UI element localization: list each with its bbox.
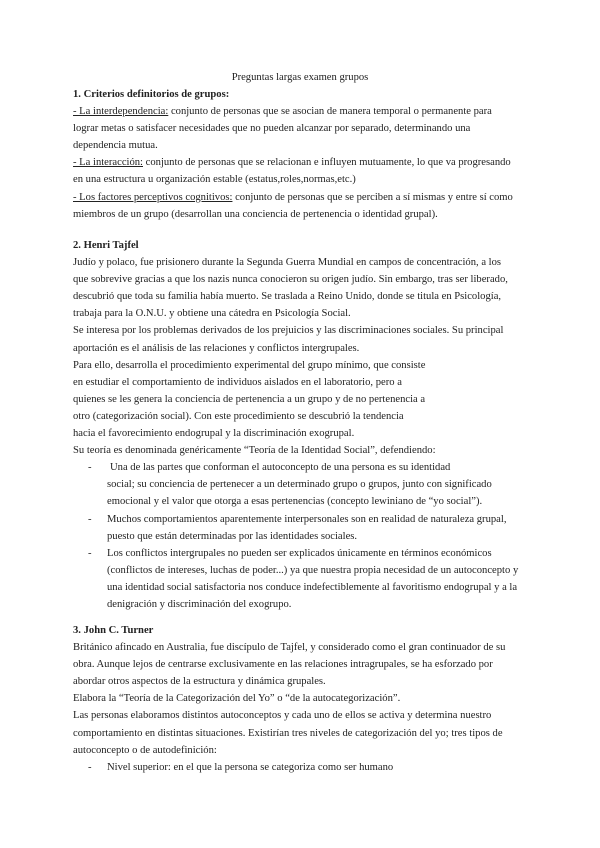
list-item xyxy=(73,545,543,613)
paragraph-line: hacia el favorecimiento endogrupal y la discriminación exogrupal. xyxy=(73,428,355,440)
paragraph-line: lograr metas o satisfacer necesidades que no pueden alcanzar por separado, determinando una xyxy=(73,123,471,135)
list-item xyxy=(73,759,543,776)
section-turner xyxy=(73,622,543,776)
term-label: - Los factores perceptivos cognitivos: xyxy=(73,191,233,203)
section-criterios xyxy=(73,86,543,223)
paragraph-line: en una estructura u organización estable (estatus,roles,normas,etc.) xyxy=(73,174,356,186)
paragraph-line: en estudiar el comportamiento de individuos aislados en el laboratorio, pero a xyxy=(73,376,402,388)
paragraph-line xyxy=(73,154,543,171)
paragraph-line: comportamiento en distintas situaciones. Existirían tres niveles de categorización del yo; tres tipos de xyxy=(73,727,503,739)
list-item xyxy=(73,511,543,545)
paragraph-line: descubrió que toda su familia había muerto. Se traslada a Reino Unido, donde se titula en Psicología, xyxy=(73,291,502,303)
dash-bullet: - xyxy=(88,547,92,559)
section-heading: 1. Criterios definitorios de grupos: xyxy=(73,89,230,100)
list-item-line: denigración y discriminación del exogrupo. xyxy=(107,598,292,610)
paragraph-line: Británico afincado en Australia, fue discípulo de Tajfel, y considerado como el gran continuador de su xyxy=(73,642,506,654)
list-item-line: (conflictos de intereses, luchas de poder...) ya que nuestra propia necesidad de un autoconcepto y xyxy=(107,564,519,576)
paragraph-line: trabaja para la O.N.U. y obtiene una cátedra en Psicología Social. xyxy=(73,308,351,320)
paragraph-line: aportación es el análisis de las relaciones y conflictos intergrupales. xyxy=(73,342,360,354)
list-item-line: emocional y el valor que otorga a esas pertenencias (concepto lewiniano de “yo social”). xyxy=(107,496,483,508)
paragraph-line xyxy=(73,189,543,206)
list-item xyxy=(73,459,543,510)
paragraph-line: Elabora la “Teoría de la Categorización del Yo” o “de la autocategorización”. xyxy=(73,693,401,705)
dash-bullet: - xyxy=(88,761,92,773)
paragraph-text: conjunto de personas que se perciben a sí mismas y entre sí como xyxy=(232,191,513,203)
document-title: Preguntas largas examen grupos xyxy=(231,72,369,83)
paragraph-line: obra. Aunque lejos de centrarse exclusivamente en las relaciones intragrupales, se ha esforzado por xyxy=(73,659,493,671)
paragraph-line: dependencia mutua. xyxy=(73,140,158,152)
paragraph-line: Para ello, desarrolla el procedimiento experimental del grupo mínimo, que consiste xyxy=(73,359,426,371)
term-label: - La interdependencia: xyxy=(73,106,169,118)
paragraph-line: otro (categorización social). Con este procedimiento se descubrió la tendencia xyxy=(73,410,404,422)
paragraph-text: conjunto de personas que se relacionan e influyen mutuamente, lo que va progresando xyxy=(143,157,511,169)
list-item-line: Los conflictos intergrupales no pueden ser explicados únicamente en términos económicos xyxy=(107,547,492,559)
list-item-line: Una de las partes que conforman el autoconcepto de una persona es su identidad xyxy=(110,462,451,474)
paragraph-text: conjunto de personas que se asocian de manera temporal o permanente para xyxy=(168,106,492,118)
list-item-line: una identidad social satisfactoria nos conduce indefectiblemente al favoritismo endogrupal y a la xyxy=(107,581,518,593)
paragraph-line: Su teoría es denominada genéricamente “Teoría de la Identidad Social”, defendiendo: xyxy=(73,445,436,457)
paragraph-line: Se interesa por los problemas derivados de los prejuicios y las discriminaciones sociales. Su principal xyxy=(73,325,504,337)
paragraph-line: Judío y polaco, fue prisionero durante la Segunda Guerra Mundial en campos de concentración, a los xyxy=(73,257,502,269)
paragraph-line: Las personas elaboramos distintos autoconceptos y cada uno de ellos se activa y determina nuestro xyxy=(73,710,492,722)
section-heading: 3. John C. Turner xyxy=(73,625,154,636)
list-item-line: puesto que están determinadas por las identidades sociales. xyxy=(107,530,358,542)
list-item-line: Nivel superior: en el que la persona se categoriza como ser humano xyxy=(107,761,394,773)
paragraph-line: abordar otros aspectos de la estructura y dinámica grupales. xyxy=(73,676,326,688)
bullet-list xyxy=(73,759,543,776)
paragraph-line xyxy=(73,103,543,120)
paragraph-line: quienes se les genera la conciencia de pertenencia a un grupo y de no pertenencia a xyxy=(73,393,426,405)
section-tajfel xyxy=(73,237,543,613)
dash-bullet: - xyxy=(88,513,92,525)
list-item-line: social; su conciencia de pertenecer a un determinado grupo o grupos, junto con significado xyxy=(107,479,492,491)
list-item-line: Muchos comportamientos aparentemente interpersonales son en realidad de naturaleza grupal, xyxy=(107,513,507,525)
section-heading: 2. Henri Tajfel xyxy=(73,240,139,251)
term-label: - La interacción: xyxy=(73,157,143,169)
paragraph-line: miembros de un grupo (desarrollan una conciencia de pertenencia o identidad grupal). xyxy=(73,208,438,220)
bullet-list xyxy=(73,459,543,613)
paragraph-line: autoconcepto o de autodefinición: xyxy=(73,744,217,756)
paragraph-line: que sobrevive gracias a que los nazis nunca conocieron su origen judío. Sin embargo, tras ser liberado, xyxy=(73,274,508,286)
dash-bullet: - xyxy=(88,462,92,474)
